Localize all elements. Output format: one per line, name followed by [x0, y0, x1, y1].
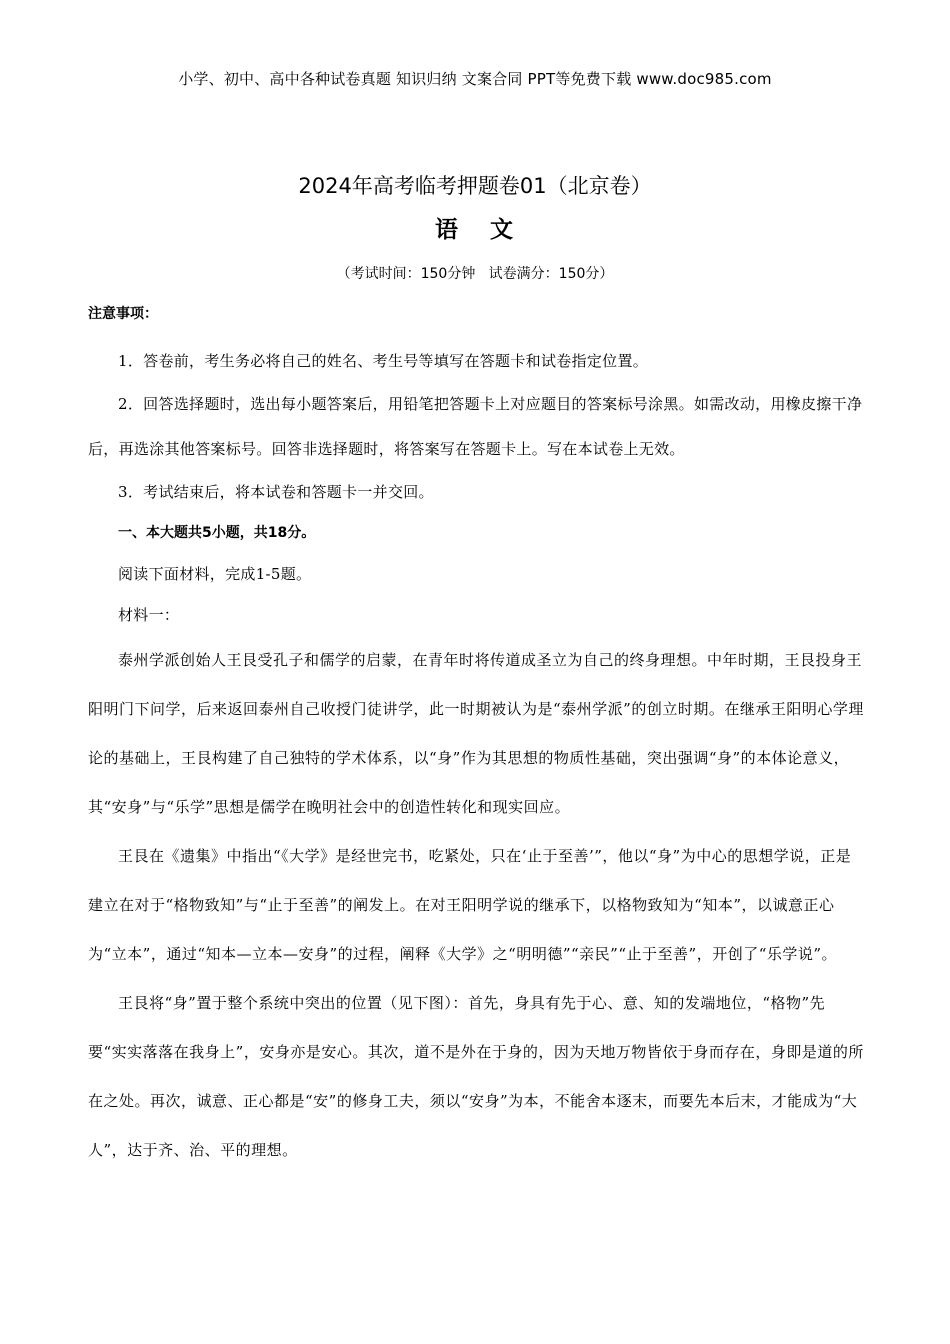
material-label: 材料一： [118, 606, 180, 624]
exam-content [88, 303, 864, 1175]
notice-item-1: 1．答卷前，考生务必将自己的姓名、考生号等填写在答题卡和试卷指定位置。 [118, 352, 649, 370]
notice-item-2: 2．回答选择题时，选出每小题答案后，用铅笔把答题卡上对应题目的答案标号涂黑。如需改动，用橡皮擦干净后，再选涂其他答案标号。回答非选择题时，将答案写在答题卡上。写在本试卷上无效。 [88, 395, 863, 458]
section-instruction: 阅读下面材料，完成1-5题。 [118, 565, 312, 583]
subject-title: 语 文 [434, 217, 516, 243]
notice-item-3: 3．考试结束后，将本试卷和答题卡一并交回。 [118, 483, 434, 501]
section-heading: 一、本大题共5小题，共18分。 [118, 525, 316, 541]
notice-heading: 注意事项： [88, 306, 158, 322]
exam-info: （考试时间：150分钟 试卷满分：150分） [336, 266, 614, 282]
material-paragraph-2: 王艮在《遗集》中指出“《大学》是经世完书，吃紧处，只在‘止于至善’”，他以“身”为中心的思想学说，正是建立在对于“格物致知”与“止于至善”的阐发上。在对王阳明学说的继承下，以格物致知为“知本”，以诚意正心为“立本”，通过“知本—立本—安身”的过程，阐释《大学》之“明明德”“亲民”“止于至善”，开创了“乐学说”。 [88, 847, 852, 963]
page-title: 2024年高考临考押题卷01（北京卷） [298, 174, 652, 198]
site-banner: 小学、初中、高中各种试卷真题 知识归纳 文案合同 PPT等免费下载 www.doc985.com [178, 70, 772, 88]
material-paragraph-1: 泰州学派创始人王艮受孔子和儒学的启蒙，在青年时将传道成圣立为自己的终身理想。中年时期，王艮投身王阳明门下问学，后来返回泰州自己收授门徒讲学，此一时期被认为是“泰州学派”的创立时期。在继承王阳明心学理论的基础上，王艮构建了自己独特的学术体系，以“身”作为其思想的物质性基础，突出强调“身”的本体论意义，其“安身”与“乐学”思想是儒学在晚明社会中的创造性转化和现实回应。 [88, 651, 864, 816]
material-paragraph-3: 王艮将“身”置于整个系统中突出的位置（见下图）：首先，身具有先于心、意、知的发端地位，“格物”先要“实实落落在我身上”，安身亦是安心。其次，道不是外在于身的，因为天地万物皆依于身而存在，身即是道的所在之处。再次，诚意、正心都是“安”的修身工夫，须以“安身”为本，不能舍本逐末，而要先本后末，才能成为“大人”，达于齐、治、平的理想。 [88, 994, 864, 1159]
